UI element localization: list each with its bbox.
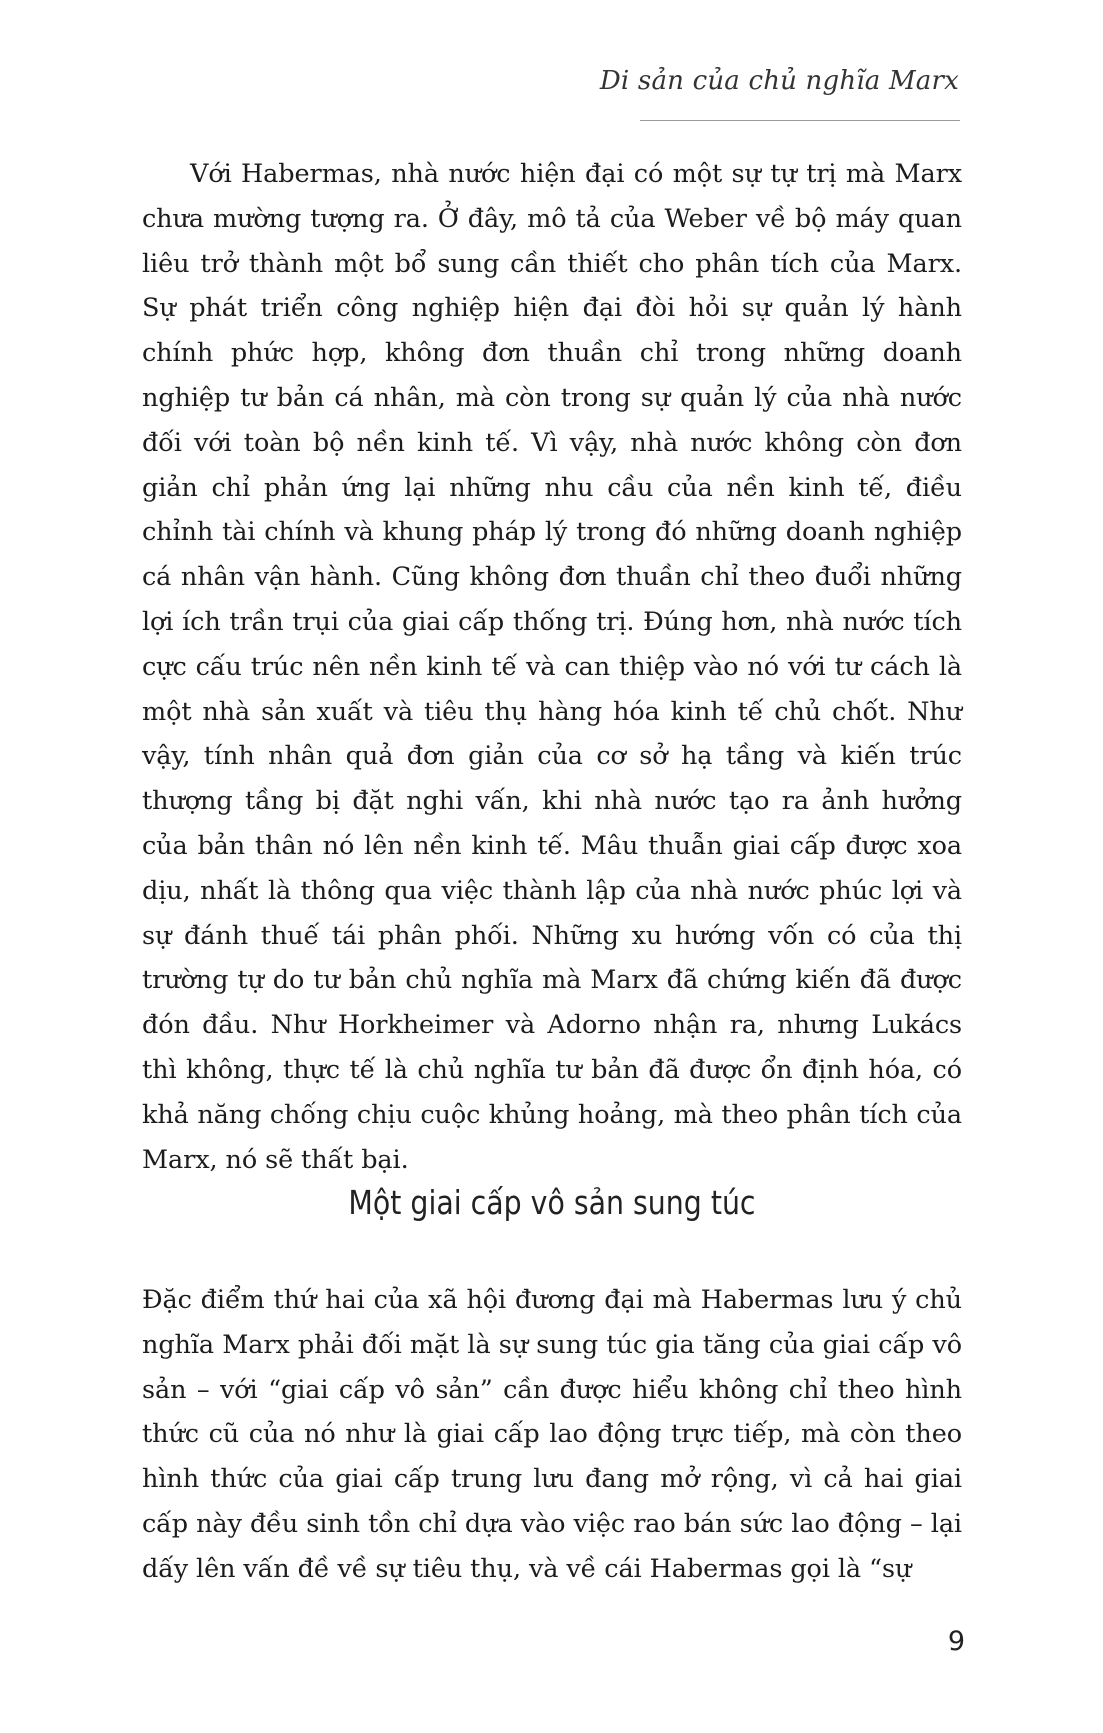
header-rule: [640, 120, 960, 121]
paragraph-2: Đặc điểm thứ hai của xã hội đương đại mà Habermas lưu ý chủ nghĩa Marx phải đối mặt là sự sung túc gia tăng của giai cấp vô sản – với “giai cấp vô sản” cần được hiểu không chỉ theo hình thức cũ của nó như là giai cấp lao động trực tiếp, mà còn theo hình thức của giai cấp trung lưu đang mở rộng, vì cả hai giai cấp này đều sinh tồn chỉ dựa vào việc rao bán sức lao động – lại dấy lên vấn đề về sự tiêu thụ, và về cái Habermas gọi là “sự: [142, 1285, 962, 1584]
section-heading: Một giai cấp vô sản sung túc: [348, 1183, 756, 1222]
page-number: 9: [947, 1626, 965, 1657]
running-header-title: Di sản của chủ nghĩa Marx: [599, 66, 959, 96]
paragraph-1: Với Habermas, nhà nước hiện đại có một sự tự trị mà Marx chưa mường tượng ra. Ở đây, mô tả của Weber về bộ máy quan liêu trở thành một bổ sung cần thiết cho phân tích của Marx. Sự phát triển công nghiệp hiện đại đòi hỏi sự quản lý hành chính phức hợp, không đơn thuần chỉ trong những doanh nghiệp tư bản cá nhân, mà còn trong sự quản lý của nhà nước đối với toàn bộ nền kinh tế. Vì vậy, nhà nước không còn đơn giản chỉ phản ứng lại những nhu cầu của nền kinh tế, điều chỉnh tài chính và khung pháp lý trong đó những doanh nghiệp cá nhân vận hành. Cũng không đơn thuần chỉ theo đuổi những lợi ích trần trụi của giai cấp thống trị. Đúng hơn, nhà nước tích cực cấu trúc nên nền kinh tế và can thiệp vào nó với tư cách là một nhà sản xuất và tiêu thụ hàng hóa kinh tế chủ chốt. Như vậy, tính nhân quả đơn giản của cơ sở hạ tầng và kiến trúc thượng tầng bị đặt nghi vấn, khi nhà nước tạo ra ảnh hưởng của bản thân nó lên nền kinh tế. Mâu thuẫn giai cấp được xoa dịu, nhất là thông qua việc thành lập của nhà nước phúc lợi và sự đánh thuế tái phân phối. Những xu hướng vốn có của thị trường tự do tư bản chủ nghĩa mà Marx đã chứng kiến đã được đón đầu. Như Horkheimer và Adorno nhận ra, nhưng Lukács thì không, thực tế là chủ nghĩa tư bản đã được ổn định hóa, có khả năng chống chịu cuộc khủng hoảng, mà theo phân tích của Marx, nó sẽ thất bại.: [142, 159, 962, 1175]
